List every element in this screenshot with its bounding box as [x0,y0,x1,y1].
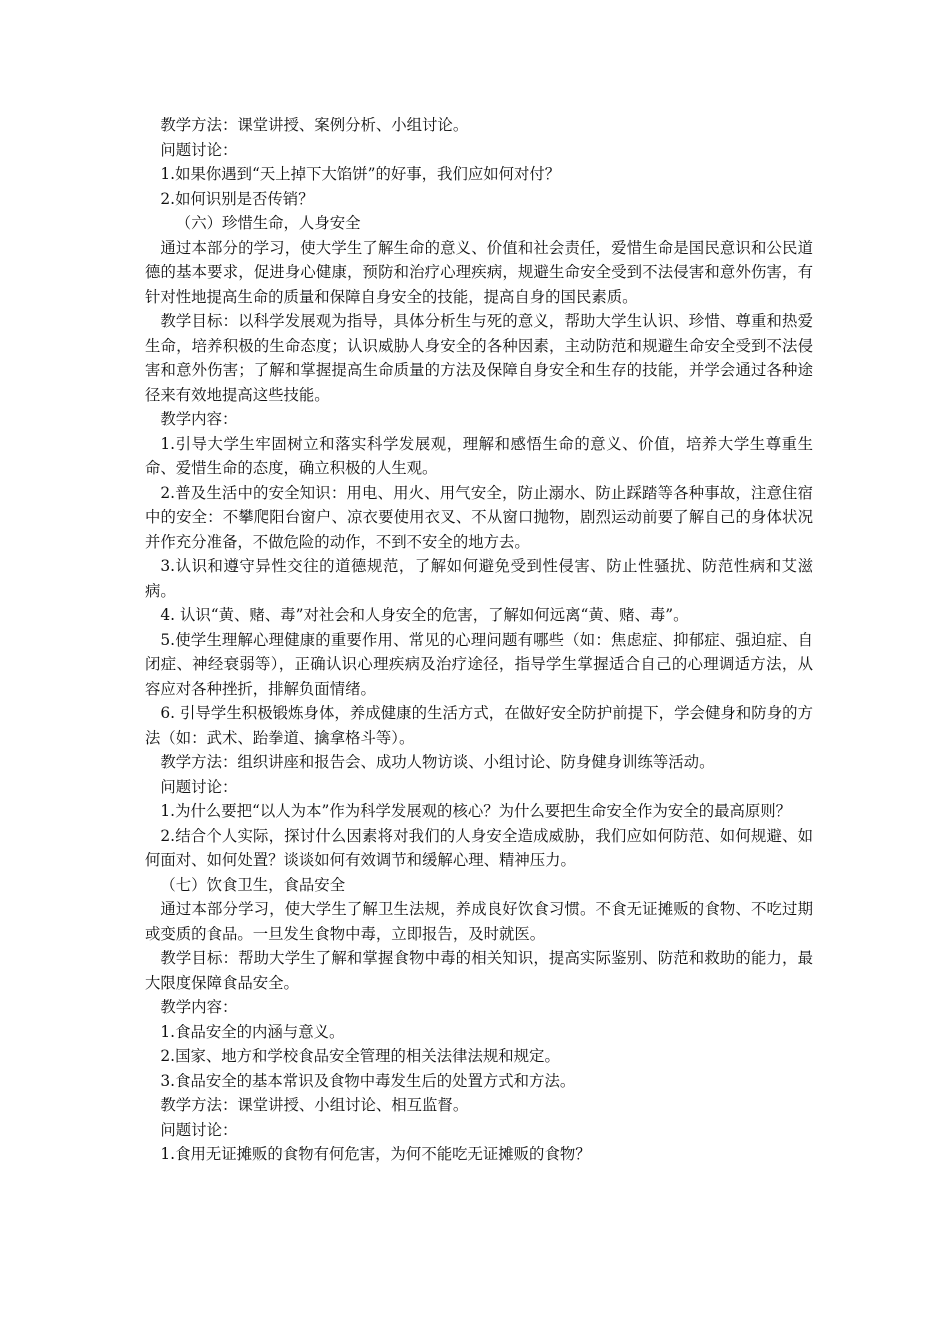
paragraph-section6-item4: 4. 认识“黄、赌、毒”对社会和人身安全的危害，了解如何远离“黄、赌、毒”。 [160,606,689,624]
paragraph-section6-discussion-heading: 问题讨论： [160,777,238,796]
paragraph-discussion-q2: 2.如何识别是否传销？ [160,189,314,208]
paragraph-section6-item3: 3.认识和遵守异性交往的道德规范，了解如何避免受到性侵害、防止性骚扰、防范性病和艾滋病。 [145,557,813,600]
paragraph-section6-intro: 通过本部分的学习，使大学生了解生命的意义、价值和社会责任，爱惜生命是国民意识和公民道德的基本要求，促进身心健康，预防和治疗心理疾病，规避生命安全受到不法侵害和意外伤害，有针对性地提高生命的质量和保障自身安全的技能，提高自身的国民素质。 [145,238,813,306]
paragraph-section7-item2: 2.国家、地方和学校食品安全管理的相关法律法规和规定。 [160,1047,560,1065]
paragraph-section7-method: 教学方法：课堂讲授、小组讨论、相互监督。 [160,1096,469,1114]
paragraph-section6-content-heading: 教学内容： [160,410,238,428]
paragraph-discussion-heading: 问题讨论： [160,140,238,159]
document-page [145,113,813,1167]
paragraph-section6-discussion-q2: 2.结合个人实际，探讨什么因素将对我们的人身安全造成威胁，我们应如何防范、如何规避、如何面对、如何处置？谈谈如何有效调节和缓解心理、精神压力。 [145,826,813,869]
paragraph-section6-item1: 1.引导大学生牢固树立和落实科学发展观，理解和感悟生命的意义、价值，培养大学生尊重生命、爱惜生命的态度，确立积极的人生观。 [145,434,813,477]
paragraph-section7-discussion-heading: 问题讨论： [160,1120,238,1139]
paragraph-section6-discussion-q1: 1.为什么要把“以人为本”作为科学发展观的核心？为什么要把生命安全作为安全的最高原则？ [160,802,792,820]
section-heading-6: （六）珍惜生命，人身安全 [175,214,361,232]
paragraph-section6-item6: 6. 引导学生积极锻炼身体，养成健康的生活方式，在做好安全防护前提下，学会健身和防身的方法（如：武术、跆拳道、擒拿格斗等）。 [145,704,813,747]
paragraph-discussion-q1: 1.如果你遇到“天上掉下大馅饼”的好事，我们应如何对付？ [160,165,561,183]
paragraph-section7-item3: 3.食品安全的基本常识及食物中毒发生后的处置方式和方法。 [160,1071,576,1090]
paragraph-section7-item1: 1.食品安全的内涵与意义。 [160,1022,345,1041]
paragraph-section7-intro: 通过本部分学习，使大学生了解卫生法规，养成良好饮食习惯。不食无证摊贩的食物、不吃过期或变质的食品。一旦发生食物中毒，立即报告，及时就医。 [145,900,813,943]
paragraph-section7-content-heading: 教学内容： [160,998,238,1016]
paragraph-section6-item2: 2.普及生活中的安全知识：用电、用火、用气安全，防止溺水、防止踩踏等各种事故，注意住宿中的安全：不攀爬阳台窗户、凉衣要使用衣叉、不从窗口抛物，剧烈运动前要了解自己的身体状况并作充分准备，不做危险的动作，不到不安全的地方去。 [145,483,813,551]
paragraph-section6-item5: 5.使学生理解心理健康的重要作用、常见的心理问题有哪些（如：焦虑症、抑郁症、强迫症、自闭症、神经衰弱等），正确认识心理疾病及治疗途径，指导学生掌握适合自己的心理调适方法，从容应对各种挫折，排解负面情绪。 [145,630,813,698]
paragraph-section6-goals: 教学目标：以科学发展观为指导，具体分析生与死的意义，帮助大学生认识、珍惜、尊重和热爱生命，培养积极的生命态度；认识威胁人身安全的各种因素，主动防范和规避生命安全受到不法侵害和意外伤害；了解和掌握提高生命质量的方法及保障自身安全和生存的技能，并学会通过各种途径来有效地提高这些技能。 [145,312,813,404]
paragraph-teaching-method: 教学方法：课堂讲授、案例分析、小组讨论。 [160,116,469,134]
paragraph-section7-goals: 教学目标：帮助大学生了解和掌握食物中毒的相关知识，提高实际鉴别、防范和救助的能力，最大限度保障食品安全。 [145,949,813,992]
paragraph-section6-method: 教学方法：组织讲座和报告会、成功人物访谈、小组讨论、防身健身训练等活动。 [160,753,715,771]
section-heading-7: （七）饮食卫生，食品安全 [160,875,346,894]
paragraph-section7-discussion-q1: 1.食用无证摊贩的食物有何危害，为何不能吃无证摊贩的食物？ [160,1145,591,1163]
